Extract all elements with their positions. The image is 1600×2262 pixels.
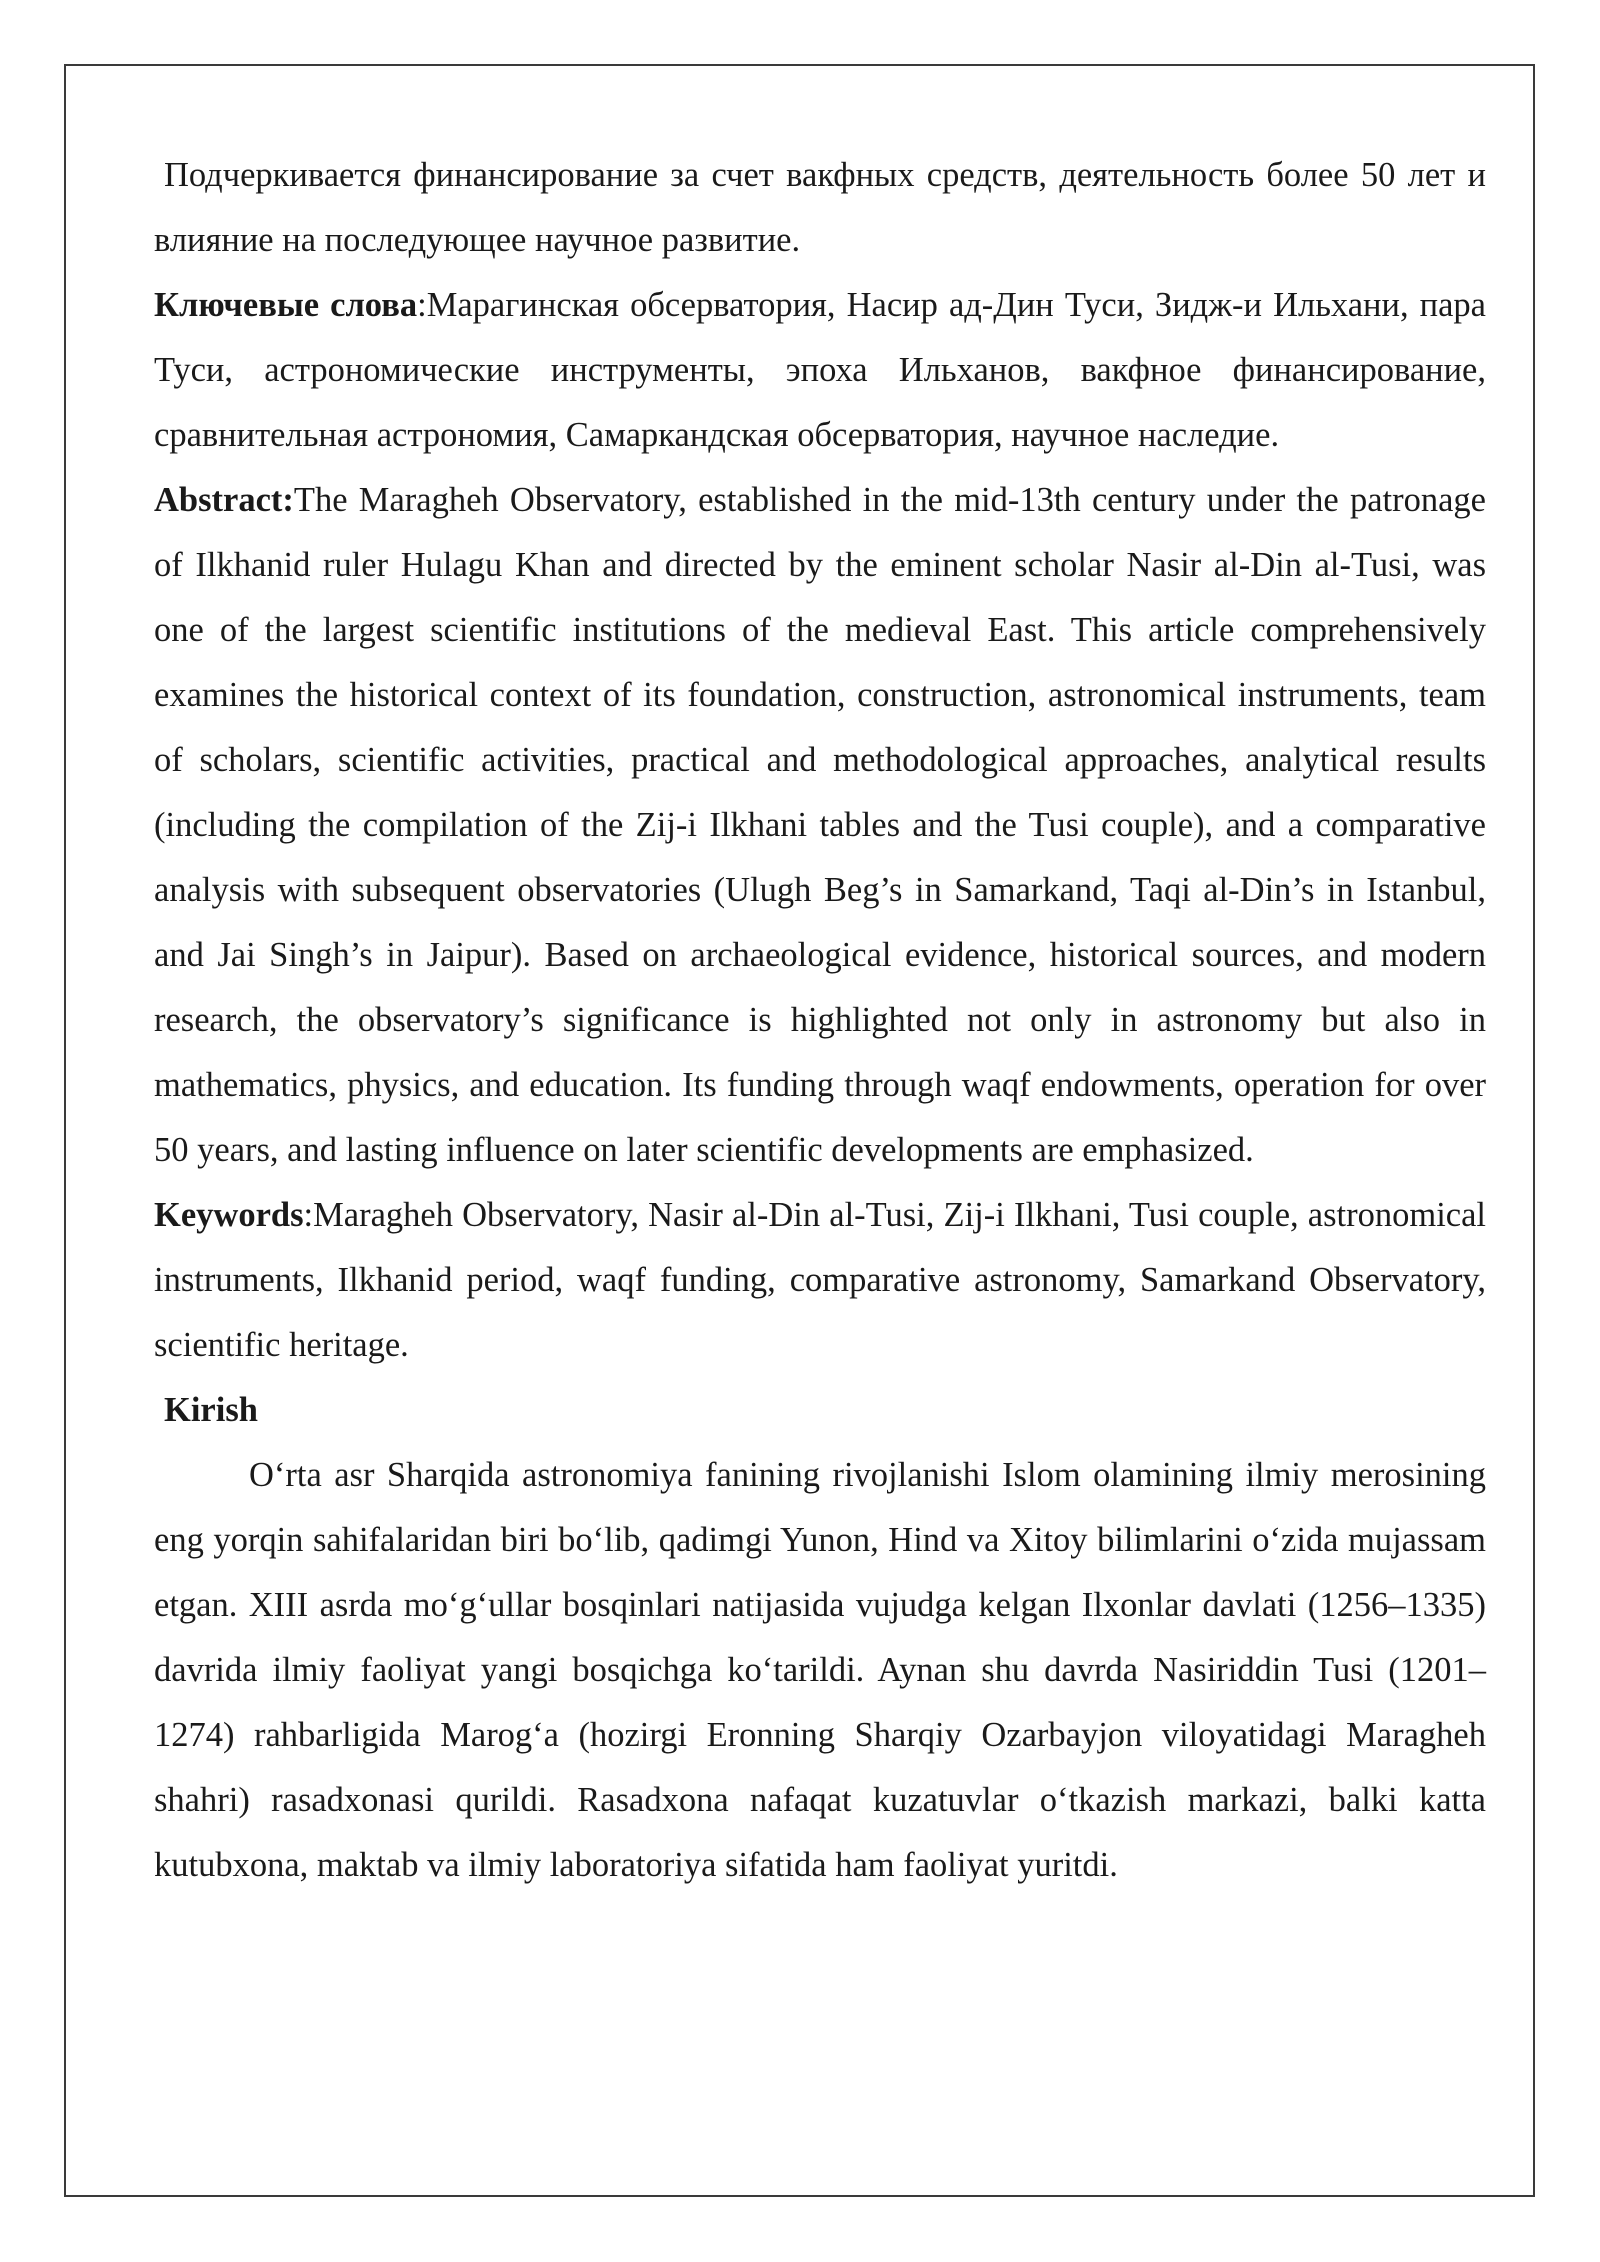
english-abstract-paragraph	[154, 468, 1486, 1183]
english-abstract-label: Abstract:	[154, 481, 294, 519]
document-body	[154, 143, 1486, 1898]
russian-keywords-separator: :	[417, 286, 427, 324]
section-heading-kirish: Kirish	[164, 1391, 258, 1429]
english-keywords-text: Maragheh Observatory, Nasir al-Din al-Tusi, Zij-i Ilkhani, Tusi couple, astronomical instruments, Ilkhanid period, waqf funding, comparative astronomy, Samarkand Observatory, scientific heritage.	[154, 1196, 1486, 1364]
english-keywords-separator: :	[303, 1196, 314, 1234]
intro-paragraph: O‘rta asr Sharqida astronomiya fanining rivojlanishi Islom olamining ilmiy merosining eng yorqin sahifalaridan biri bo‘lib, qadimgi Yunon, Hind va Xitoy bilimlarini o‘zida mujassam etgan. XIII asrda mo‘g‘ullar bosqinlari natijasida vujudga kelgan Ilxonlar davlati (1256–1335) davrida ilmiy faoliyat yangi bosqichga ko‘tarildi. Aynan shu davrda Nasiriddin Tusi (1201–1274) rahbarligida Marog‘a (hozirgi Eronning Sharqiy Ozarbayjon viloyatidagi Maragheh shahri) rasadxonasi qurildi. Rasadxona nafaqat kuzatuvlar o‘tkazish markazi, balki katta kutubxona, maktab va ilmiy laboratoriya sifatida ham faoliyat yuritdi.	[154, 1456, 1486, 1884]
russian-keywords-paragraph	[154, 273, 1486, 468]
english-keywords-paragraph	[154, 1183, 1486, 1378]
russian-abstract-text: Подчеркивается финансирование за счет вакфных средств, деятельность более 50 лет и влияние на последующее научное развитие.	[154, 156, 1486, 259]
russian-abstract-ending	[154, 143, 1486, 273]
english-keywords-label: Keywords	[154, 1196, 304, 1234]
russian-keywords-text: Марагинская обсерватория, Насир ад-Дин Туси, Зидж-и Ильхани, пара Туси, астрономические инструменты, эпоха Ильханов, вакфное финансирование, сравнительная астрономия, Самаркандская обсерватория, научное наследие.	[154, 286, 1486, 454]
english-abstract-text: The Maragheh Observatory, established in the mid-13th century under the patronage of Ilkhanid ruler Hulagu Khan and directed by the eminent scholar Nasir al-Din al-Tusi, was one of the largest scientific institutions of the medieval East. This article comprehensively examines the historical context of its foundation, construction, astronomical instruments, team of scholars, scientific activities, practical and methodological approaches, analytical results (including the compilation of the Zij-i Ilkhani tables and the Tusi couple), and a comparative analysis with subsequent observatories (Ulugh Beg’s in Samarkand, Taqi al-Din’s in Istanbul, and Jai Singh’s in Jaipur). Based on archaeological evidence, historical sources, and modern research, the observatory’s significance is highlighted not only in astronomy but also in mathematics, physics, and education. Its funding through waqf endowments, operation for over 50 years, and lasting influence on later scientific developments are emphasized.	[154, 481, 1486, 1169]
russian-keywords-label: Ключевые слова	[154, 286, 418, 324]
